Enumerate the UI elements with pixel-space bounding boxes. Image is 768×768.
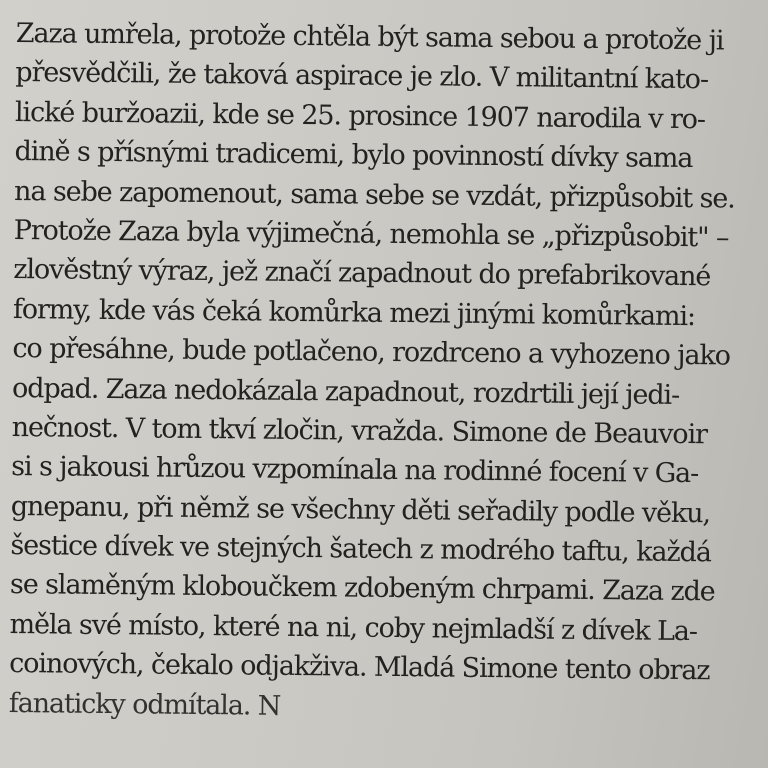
text-line-11: nečnost. V tom tkví zločin, vražda. Simone de Beauvoir: [11, 411, 708, 451]
text-line-14: šestice dívek ve stejných šatech z modrého taftu, každá: [10, 530, 711, 569]
text-line-17: coinových, čekalo odjakživa. Mladá Simone tento obraz: [9, 648, 710, 687]
text-line-13: gnepanu, při němž se všechny děti seřadily podle věku,: [10, 490, 711, 529]
text-line-9: co přesáhne, bude potlačeno, rozdrceno a vyhozeno jako: [12, 333, 731, 372]
text-line-1: Zaza umřela, protože chtěla být sama sebou a protože ji: [15, 17, 724, 57]
text-line-15: se slaměným kloboučkem zdobeným chrpami. Zaza zde: [9, 569, 715, 608]
text-line-6: Protože Zaza byla výjimečná, nemohla se „přizpůsobit" –: [13, 214, 729, 254]
text-line-4: dině s přísnými tradicemi, bylo povinností dívky sama: [14, 136, 693, 175]
text-line-2: přesvědčili, že taková aspirace je zlo. V militantní kato-: [15, 57, 709, 96]
text-line-3: lické buržoazii, kde se 25. prosince 1907 narodila v ro-: [14, 96, 706, 136]
text-line-18: fanaticky odmítala. N: [8, 687, 281, 722]
body-text: [9, 14, 756, 731]
text-line-8: formy, kde vás čeká komůrka mezi jinými komůrkami:: [12, 293, 696, 332]
text-line-7: zlověstný výraz, jež značí zapadnout do prefabrikované: [13, 254, 711, 293]
text-line-16: měla své místo, které na ni, coby nejmladší z dívek La-: [9, 608, 698, 648]
text-line-5: na sebe zapomenout, sama sebe se vzdát, přizpůsobit se.: [13, 175, 735, 215]
text-line-12: si s jakousi hrůzou vzpomínala na rodinné focení v Ga-: [11, 451, 699, 490]
text-line-10: odpad. Zaza nedokázala zapadnout, rozdrtili její jedi-: [11, 372, 680, 411]
